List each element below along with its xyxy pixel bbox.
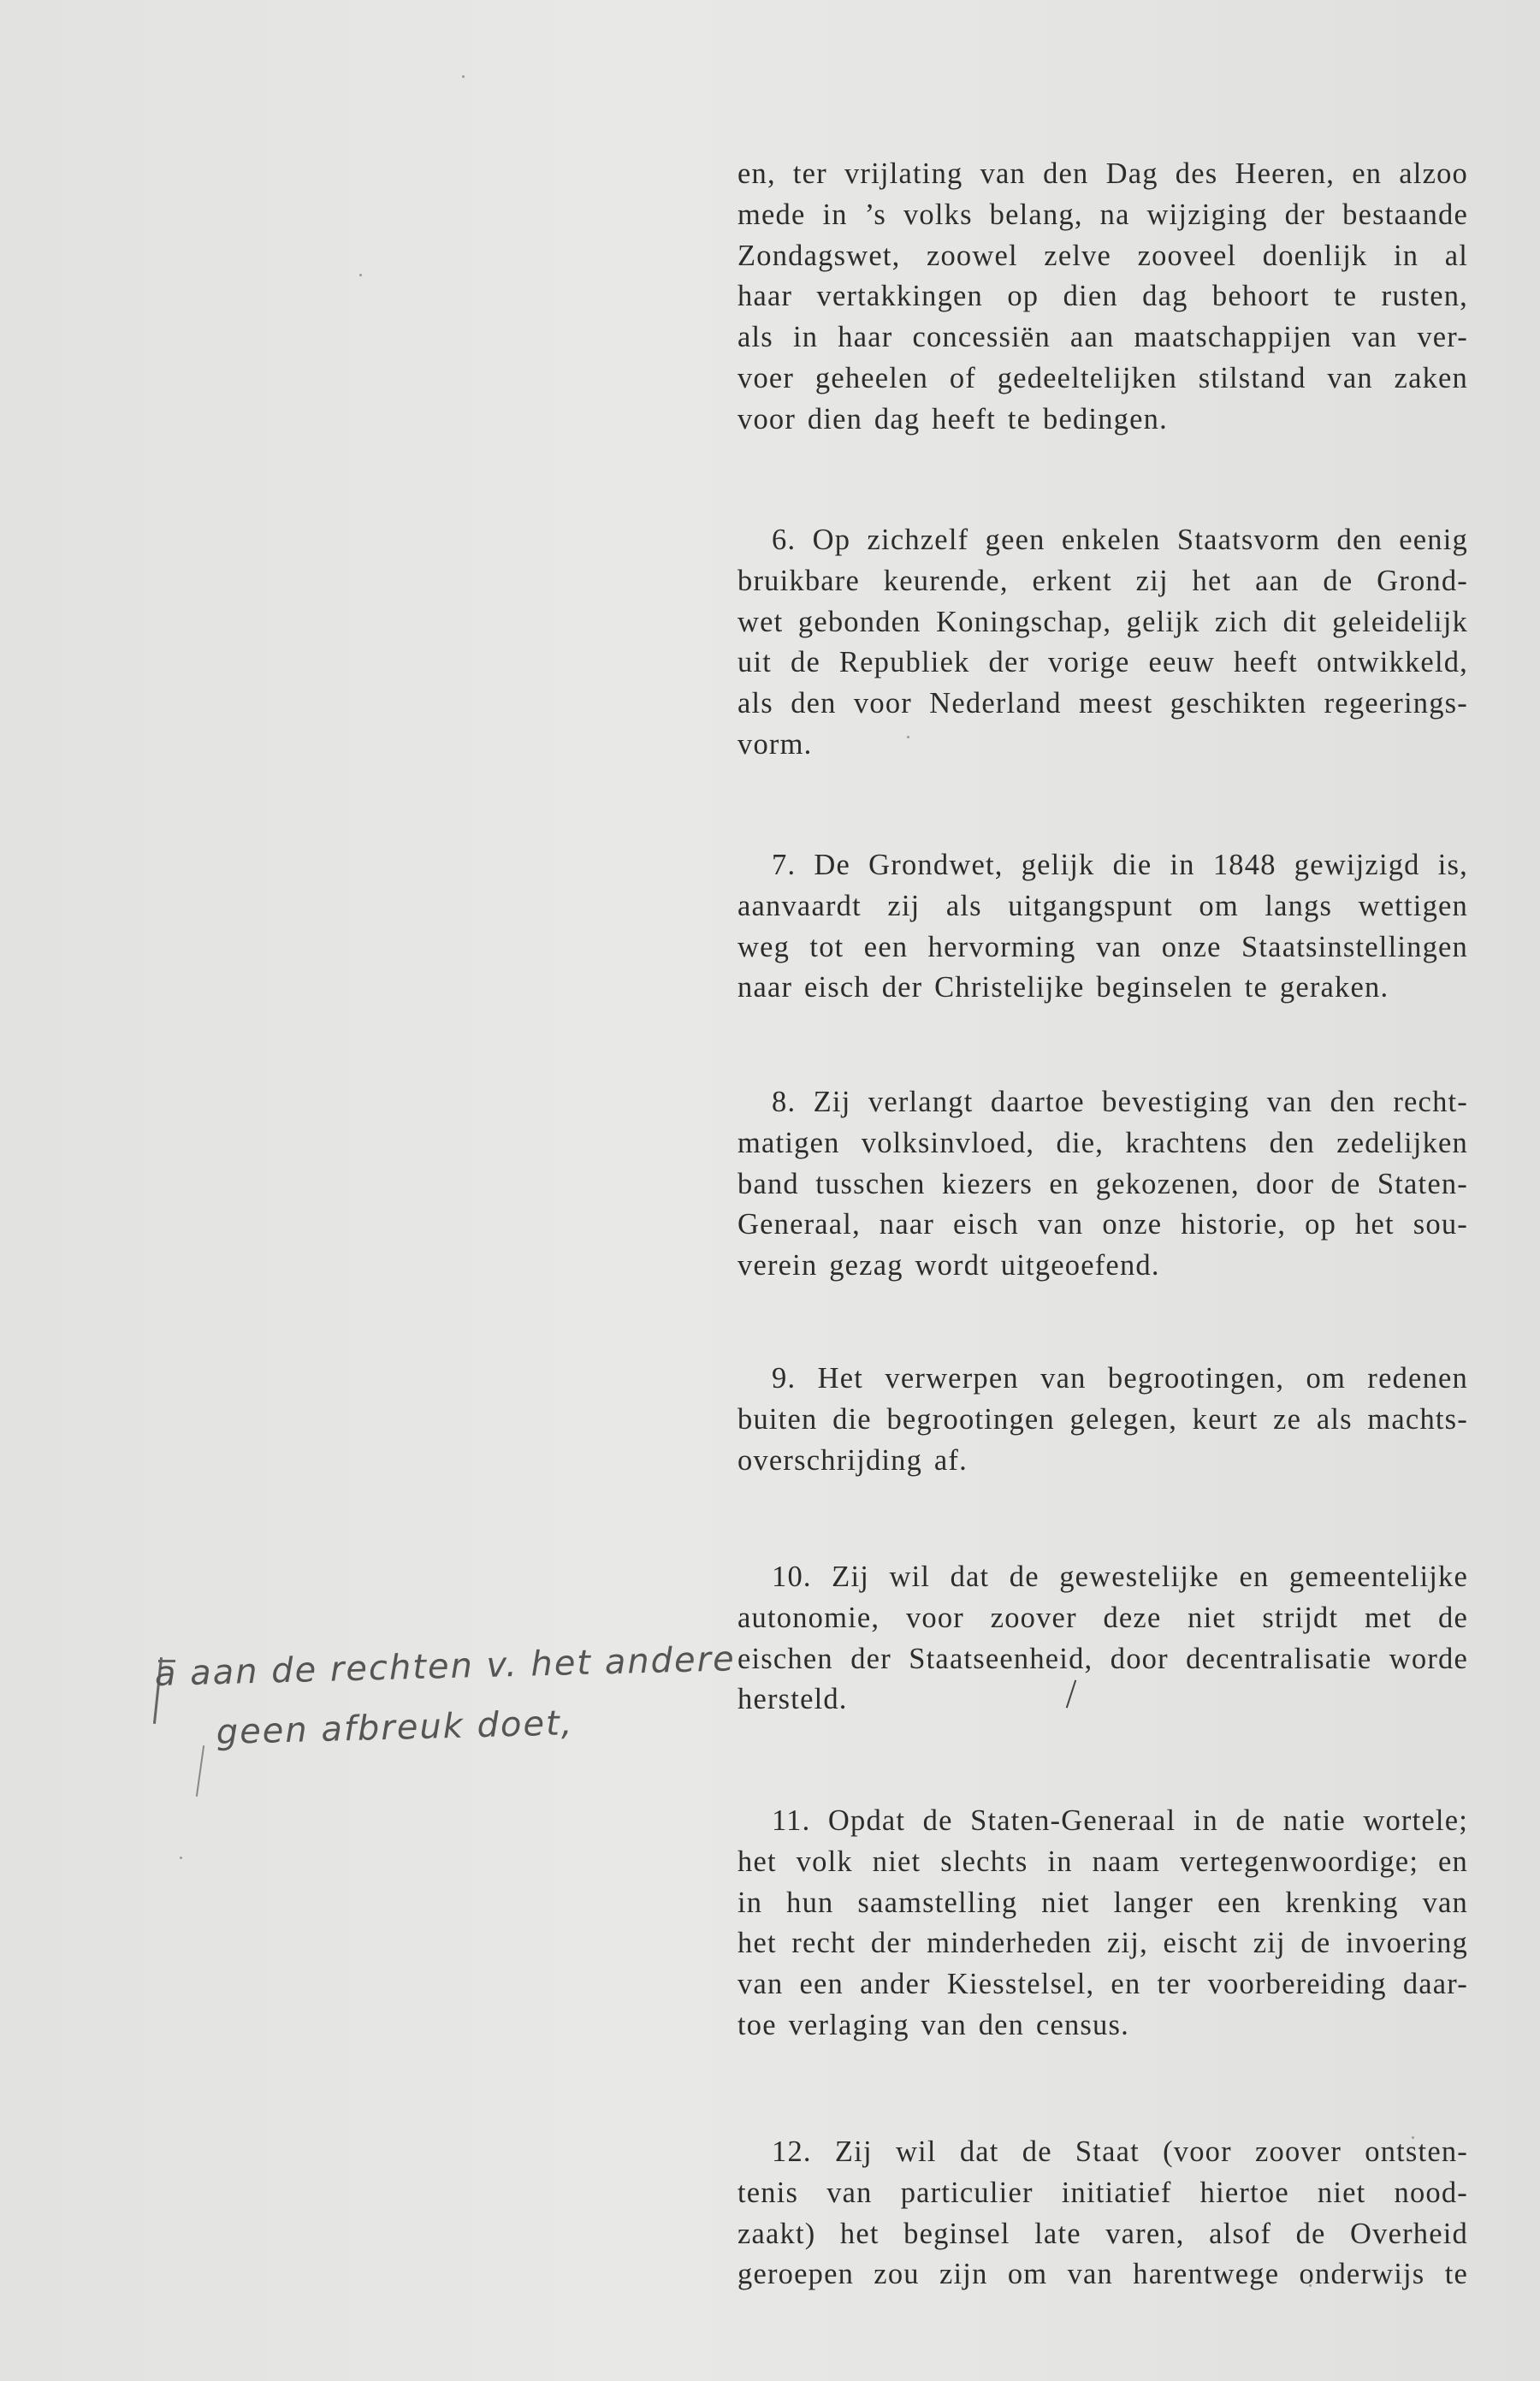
text-line: het volk niet slechts in naam vertegenwoordige; en (737, 1845, 1468, 1878)
text-line: uit de Republiek der vorige eeuw heeft ontwikkeld, (737, 646, 1468, 679)
paragraph-11 (737, 1801, 1468, 2046)
text-line: in hun saamstelling niet langer een krenking van (737, 1886, 1468, 1919)
text-line: Zondagswet, zoowel zelve zooveel doenlijk in al (737, 239, 1468, 272)
handwritten-margin-note (154, 1630, 737, 1764)
text-line: geroepen zou zijn om van harentwege onderwijs te (737, 2258, 1468, 2291)
text-line: als in haar concessiën aan maatschappijen van ver- (737, 321, 1468, 354)
text-line: band tusschen kiezers en gekozenen, door de Staten- (737, 1167, 1468, 1200)
paragraph-6 (737, 520, 1468, 766)
paragraph-7 (737, 845, 1468, 1009)
text-line: bruikbare keurende, erkent zij het aan de Grond- (737, 564, 1468, 597)
text-line: 10. Zij wil dat de gewestelijke en gemeentelijke (772, 1561, 1468, 1593)
text-line: eischen der Staatseenheid, door decentralisatie worde (737, 1642, 1468, 1675)
text-line: toe verlaging van den census. (737, 2008, 1129, 2041)
text-line: 7. De Grondwet, gelijk die in 1848 gewijzigd is, (772, 849, 1468, 881)
text-line: Generaal, naar eisch van onze historie, op het sou- (737, 1208, 1468, 1241)
margin-note-line: a aan de rechten v. het andere (154, 1639, 737, 1694)
text-line: weg tot een hervorming van onze Staatsinstellingen (737, 930, 1468, 963)
paragraph-12 (737, 2132, 1468, 2295)
paper-speck (462, 75, 465, 78)
text-line: naar eisch der Christelijke beginselen te geraken. (737, 971, 1389, 1004)
text-line: 12. Zij wil dat de Staat (voor zoover ontsten- (772, 2135, 1468, 2168)
text-line: voer geheelen of gedeeltelijken stilstand van zaken (737, 361, 1468, 394)
paper-speck (359, 274, 362, 276)
text-line: wet gebonden Koningschap, gelijk zich dit geleidelijk (737, 605, 1468, 638)
text-line: aanvaardt zij als uitgangspunt om langs wettigen (737, 889, 1468, 922)
text-line: zaakt) het beginsel late varen, alsof de Overheid (737, 2217, 1468, 2250)
text-line: verein gezag wordt uitgeoefend. (737, 1249, 1160, 1282)
text-line: als den voor Nederland meest geschikten regeerings- (737, 687, 1468, 720)
text-line: 8. Zij verlangt daartoe bevestiging van den recht- (772, 1086, 1468, 1118)
text-line: matigen volksinvloed, die, krachtens den zedelijken (737, 1126, 1468, 1159)
text-line: van een ander Kiesstelsel, en ter voorbereiding daar- (737, 1968, 1468, 2001)
text-line: het recht der minderheden zij, eischt zij de invoering (737, 1927, 1468, 1960)
paragraph-10 (737, 1557, 1468, 1721)
text-line: 6. Op zichzelf geen enkelen Staatsvorm den eenig (772, 524, 1468, 556)
text-line: haar vertakkingen op dien dag behoort te rusten, (737, 280, 1468, 313)
paragraph-8 (737, 1082, 1468, 1287)
text-line: hersteld. (737, 1683, 848, 1716)
text-line: overschrijding af. (737, 1443, 968, 1477)
paragraph-5-continued (737, 154, 1468, 441)
paragraph-9 (737, 1359, 1468, 1481)
margin-note-line: geen afbreuk doet, (216, 1703, 575, 1753)
text-line: en, ter vrijlating van den Dag des Heeren, en alzoo (737, 157, 1468, 190)
text-line: 9. Het verwerpen van begrootingen, om redenen (772, 1362, 1468, 1395)
text-line: buiten die begrootingen gelegen, keurt ze als machts- (737, 1402, 1468, 1436)
text-line: 11. Opdat de Staten-Generaal in de natie wortele; (772, 1804, 1468, 1837)
text-line: vorm. (737, 727, 813, 761)
text-line: tenis van particulier initiatief hiertoe niet nood- (737, 2176, 1468, 2209)
text-line: autonomie, voor zoover deze niet strijdt met de (737, 1601, 1468, 1634)
text-line: voor dien dag heeft te bedingen. (737, 402, 1168, 435)
text-line: mede in ’s volks belang, na wijziging der bestaande (737, 198, 1468, 231)
paper-speck (180, 1857, 182, 1859)
